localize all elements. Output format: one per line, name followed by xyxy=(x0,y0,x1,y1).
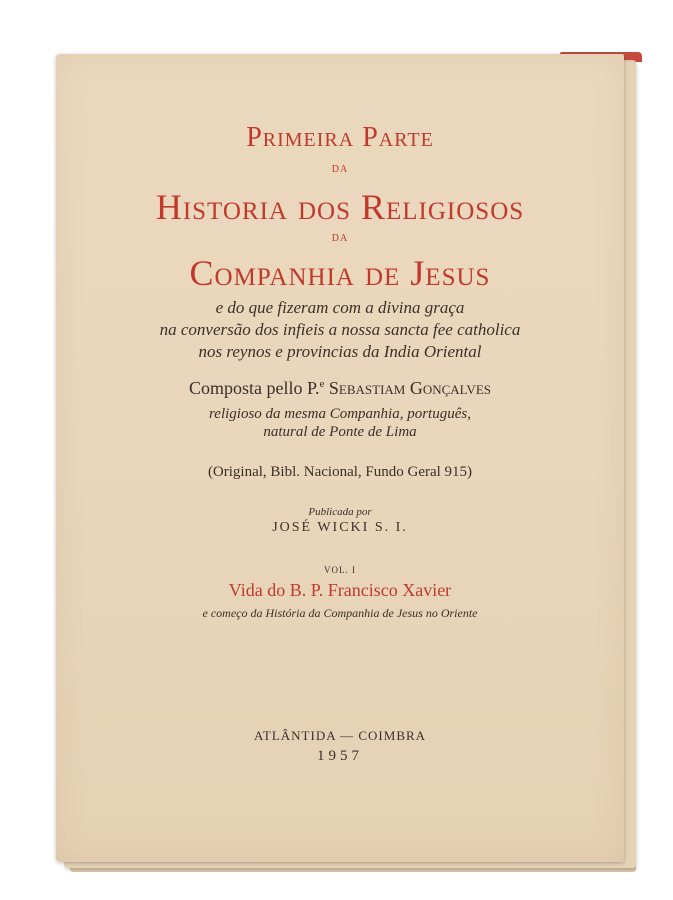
source-note: (Original, Bibl. Nacional, Fundo Geral 915) xyxy=(207,464,473,480)
author-sup: e xyxy=(319,378,325,390)
author-name: Sebastiam Gonçalves xyxy=(328,378,491,398)
publisher-imprint: ATLÂNTIDA — COIMBRA xyxy=(253,728,427,743)
author-prefix: Composta pello P. xyxy=(188,378,320,398)
editor-name: JOSÉ WICKI S. I. xyxy=(272,520,408,535)
title-page xyxy=(56,54,624,862)
publication-year: 1957 xyxy=(317,748,363,764)
author-description-2: natural de Ponte de Lima xyxy=(263,424,417,440)
title-da-2: da xyxy=(331,230,349,245)
published-by-label: Publicada por xyxy=(308,506,372,518)
title-primeira-parte: Primeira Parte xyxy=(246,122,434,153)
volume-title: Vida do B. P. Francisco Xavier xyxy=(228,580,452,600)
author-description-1: religioso da mesma Companhia, português, xyxy=(209,406,471,422)
volume-number: VOL. I xyxy=(324,565,356,575)
title-da-1: da xyxy=(331,161,349,176)
title-historia: Historia dos Religiosos xyxy=(155,187,525,227)
subtitle-line-1: e do que fizeram com a divina graça xyxy=(215,298,465,317)
author-line xyxy=(56,378,624,399)
title-companhia: Companhia de Jesus xyxy=(189,253,491,293)
subtitle-line-3: nos reynos e provincias da India Oriental xyxy=(198,342,482,361)
subtitle-line-2: na conversão dos infieis a nossa sancta fee catholica xyxy=(159,320,521,339)
volume-subtitle: e começo da História da Companhia de Jesus no Oriente xyxy=(202,606,478,620)
